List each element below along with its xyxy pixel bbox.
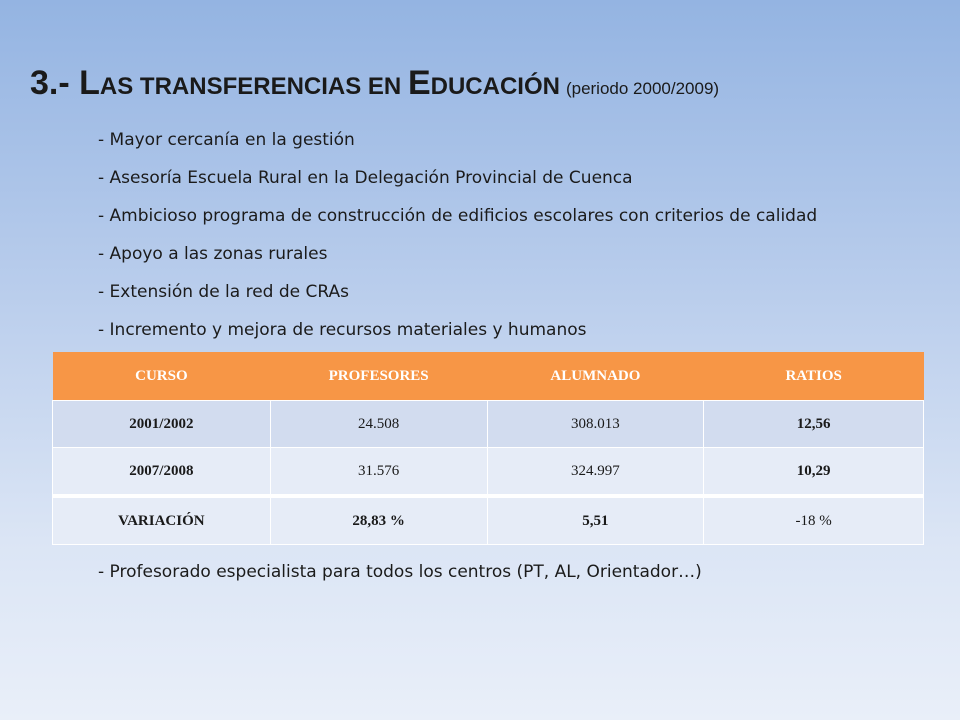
cell-variation-alumnado: 5,51 — [487, 496, 704, 545]
cell-ratios: 12,56 — [704, 401, 924, 448]
title-number: 3.- — [30, 64, 80, 102]
bullet-item: - Apoyo a las zonas rurales — [98, 244, 328, 264]
cell-profesores: 31.576 — [270, 448, 487, 497]
cell-variation-label: VARIACIÓN — [53, 496, 271, 545]
bullet-list — [98, 126, 817, 354]
cell-curso: 2001/2002 — [53, 401, 271, 448]
cell-variation-profesores: 28,83 % — [270, 496, 487, 545]
header-alumnado: ALUMNADO — [487, 352, 704, 401]
bullet-item: - Mayor cercanía en la gestión — [98, 130, 355, 150]
title-word2-initial: E — [407, 64, 431, 102]
table-header-row — [53, 352, 924, 401]
title-word1-rest: AS TRANSFERENCIAS EN — [99, 73, 408, 100]
header-ratios: RATIOS — [704, 352, 924, 401]
cell-curso: 2007/2008 — [53, 448, 271, 497]
header-curso: CURSO — [53, 352, 271, 401]
cell-ratios: 10,29 — [704, 448, 924, 497]
bullet-item: - Ambicioso programa de construcción de edificios escolares con criterios de calidad — [98, 206, 818, 226]
bullet-item: - Extensión de la red de CRAs — [98, 282, 349, 302]
variation-row — [53, 496, 924, 545]
title-word2-rest: DUCACIÓN — [430, 73, 560, 100]
cell-variation-ratios: -18 % — [704, 496, 924, 545]
bullet-item: - Incremento y mejora de recursos materiales y humanos — [98, 320, 587, 340]
bullet-item-specialists: - Profesorado especialista para todos los centros (PT, AL, Orientador…) — [98, 562, 702, 582]
title-period: (periodo 2000/2009) — [565, 79, 720, 98]
table-row — [53, 401, 924, 448]
slide-title — [30, 64, 719, 103]
data-table — [52, 352, 924, 545]
title-word1-initial: L — [79, 64, 100, 102]
bullet-item: - Asesoría Escuela Rural en la Delegación Provincial de Cuenca — [98, 168, 633, 188]
cell-alumnado: 308.013 — [487, 401, 704, 448]
table-row — [53, 448, 924, 497]
header-profesores: PROFESORES — [270, 352, 487, 401]
cell-alumnado: 324.997 — [487, 448, 704, 497]
cell-profesores: 24.508 — [270, 401, 487, 448]
